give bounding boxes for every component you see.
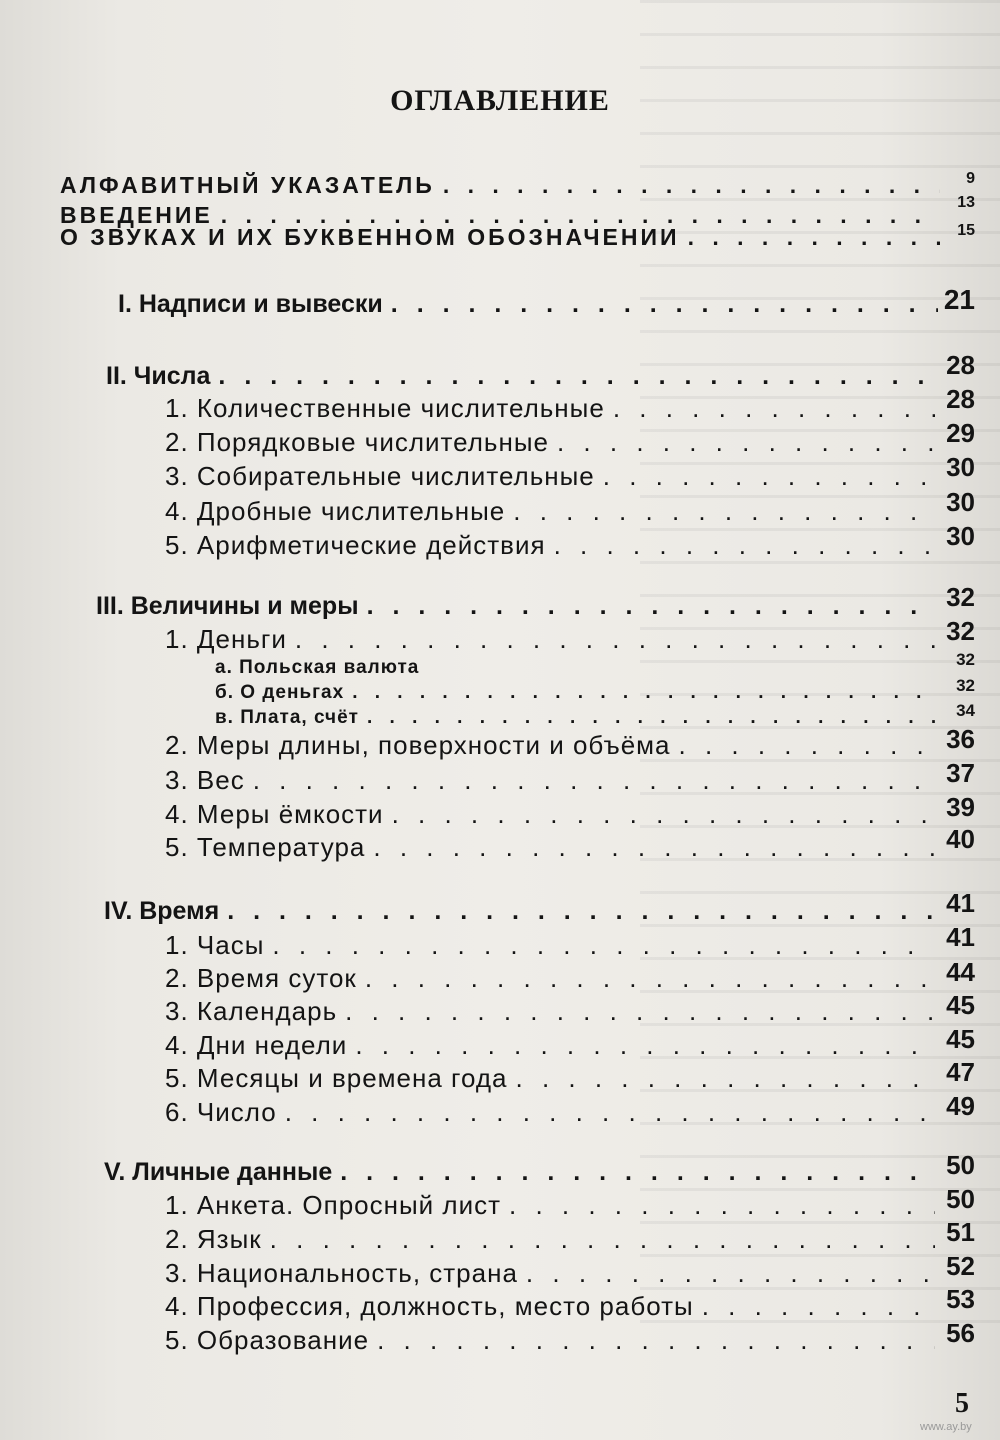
- toc-page-number: 49: [946, 1091, 975, 1121]
- toc-item: 2. Меры длины, поверхности и объёма . . .: [165, 730, 935, 761]
- toc-item: 5. Температура . . .: [165, 832, 935, 863]
- toc-page-number: 32: [946, 616, 975, 646]
- toc-page-number: 50: [946, 1150, 975, 1180]
- toc-item: 3. Национальность, страна . . .: [165, 1258, 935, 1289]
- page-title: ОГЛАВЛЕНИЕ: [390, 84, 610, 117]
- toc-page-number: 28: [946, 350, 975, 380]
- toc-page-number: 9: [966, 170, 975, 187]
- toc-item: 2. Язык . . .: [165, 1224, 935, 1255]
- toc-page-number: 39: [946, 792, 975, 822]
- toc-page-number: 52: [946, 1251, 975, 1281]
- toc-item: 3. Календарь . . .: [165, 996, 935, 1027]
- toc-item: 5. Месяцы и времена года . . .: [165, 1063, 935, 1094]
- toc-page-number: 45: [946, 990, 975, 1020]
- watermark: www.ay.by: [920, 1421, 972, 1433]
- toc-page-number: 40: [946, 824, 975, 854]
- toc-page-number: 47: [946, 1057, 975, 1087]
- toc-section-2: II. Числа . . .: [106, 362, 936, 391]
- toc-page-number: 53: [946, 1284, 975, 1314]
- toc-item: 4. Меры ёмкости . . .: [165, 799, 935, 830]
- toc-section-4: IV. Время . . .: [104, 897, 936, 926]
- toc-page-number: 36: [946, 724, 975, 754]
- toc-entry-sounds: О ЗВУКАХ И ИХ БУКВЕННОМ ОБОЗНАЧЕНИИ . . .: [60, 224, 940, 251]
- toc-page-number: 34: [956, 701, 975, 720]
- toc-entry-introduction: ВВЕДЕНИЕ . . .: [60, 202, 940, 229]
- toc-page-number: 32: [956, 650, 975, 669]
- toc-page-number: 44: [946, 957, 975, 987]
- toc-entry-index: АЛФАВИТНЫЙ УКАЗАТЕЛЬ . . .: [60, 172, 940, 199]
- toc-section-5: V. Личные данные . . .: [104, 1158, 936, 1187]
- toc-item: 4. Дни недели . . .: [165, 1030, 935, 1061]
- toc-page-number: 29: [946, 418, 975, 448]
- toc-section-1: I. Надписи и вывески . . .: [118, 290, 938, 319]
- toc-item: 5. Арифметические действия . . .: [165, 530, 935, 561]
- toc-page-number: 30: [946, 452, 975, 482]
- toc-item: 4. Профессия, должность, место работы . . .: [165, 1291, 935, 1322]
- toc-page-number: 30: [946, 521, 975, 551]
- toc-item: 6. Число . . .: [165, 1097, 935, 1128]
- toc-page-number: 41: [946, 888, 975, 918]
- toc-item: 1. Часы . . .: [165, 930, 935, 961]
- toc-page-number: 32: [956, 676, 975, 695]
- page-number: 5: [955, 1388, 969, 1419]
- toc-item: 1. Анкета. Опросный лист . . .: [165, 1190, 935, 1221]
- toc-page-number: 13: [957, 194, 975, 211]
- toc-subitem: б. О деньгах . . .: [215, 682, 935, 704]
- toc-item: 1. Деньги . . .: [165, 624, 935, 655]
- toc-page-number: 30: [946, 487, 975, 517]
- toc-item: 4. Дробные числительные . . .: [165, 496, 935, 527]
- toc-item: 2. Время суток . . .: [165, 963, 935, 994]
- toc-page-number: 21: [943, 284, 975, 315]
- toc-subitem: а. Польская валюта: [215, 657, 420, 678]
- toc-section-3: III. Величины и меры . . .: [96, 592, 936, 621]
- toc-item: 3. Собирательные числительные . . .: [165, 461, 935, 492]
- toc-page-number: 50: [946, 1184, 975, 1214]
- toc-item: 3. Вес . . .: [165, 765, 935, 796]
- toc-page-number: 41: [946, 922, 975, 952]
- toc-item: 5. Образование . . .: [165, 1325, 935, 1356]
- toc-item: 2. Порядковые числительные . . .: [165, 427, 935, 458]
- toc-page-number: 28: [946, 384, 975, 414]
- toc-subitem: в. Плата, счёт . . .: [215, 707, 935, 729]
- toc-page-number: 32: [946, 582, 975, 612]
- toc-page-number: 51: [946, 1217, 975, 1247]
- toc-page-number: 37: [946, 758, 975, 788]
- toc-page-number: 15: [957, 222, 975, 239]
- toc-page-number: 56: [946, 1318, 975, 1348]
- toc-item: 1. Количественные числительные . . .: [165, 393, 935, 424]
- toc-page-number: 45: [946, 1024, 975, 1054]
